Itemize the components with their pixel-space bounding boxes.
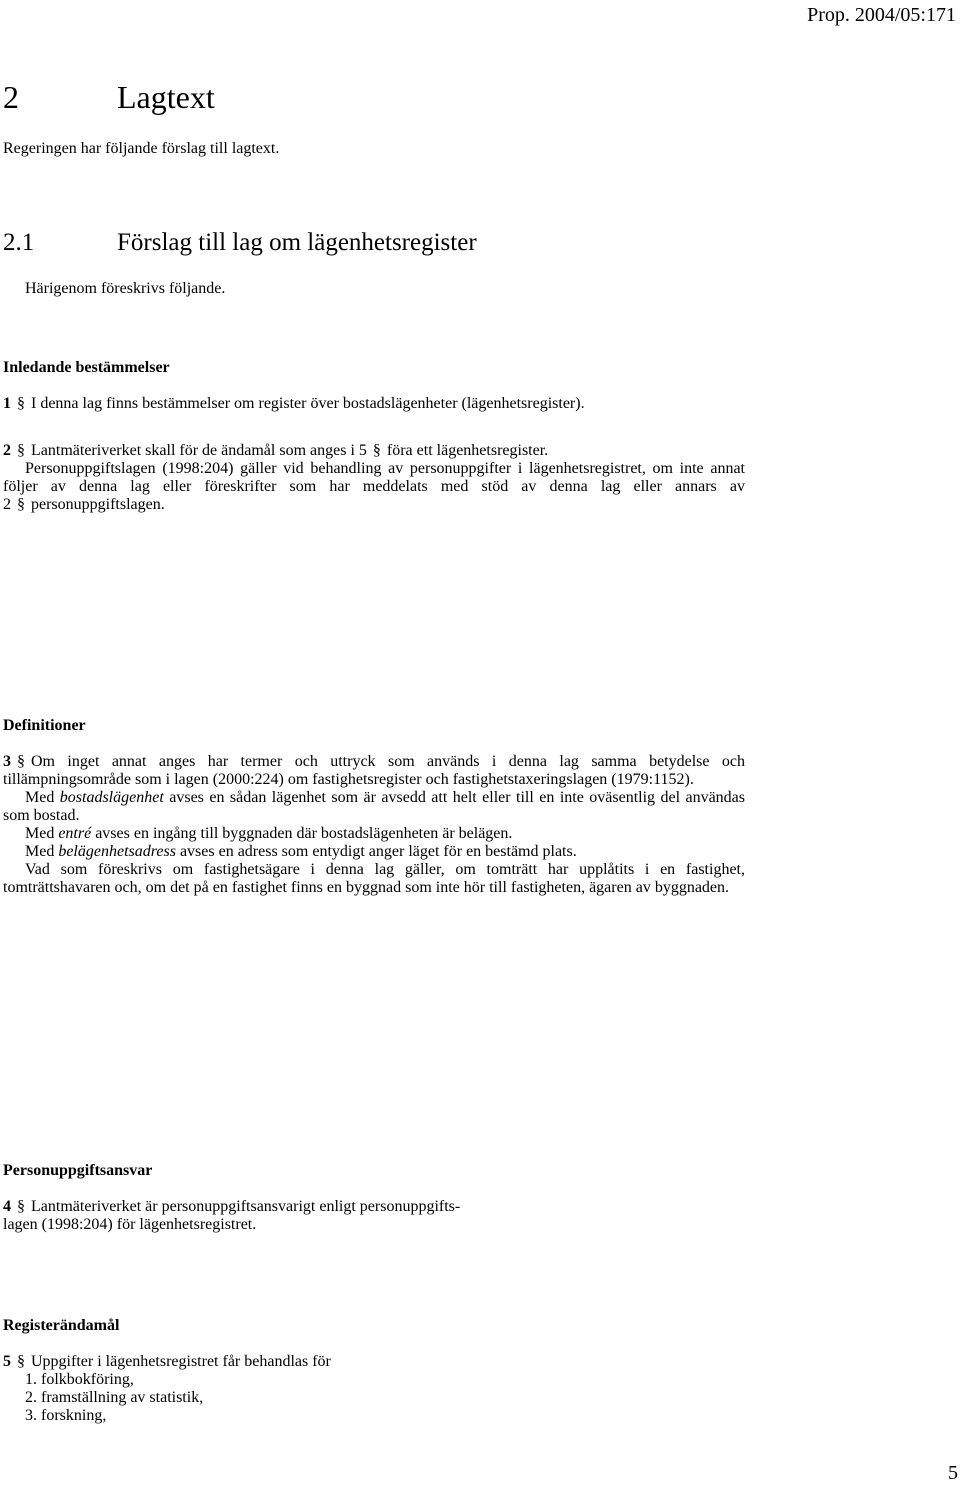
part-inledande bbox=[3, 359, 745, 514]
paragraph-1 bbox=[3, 395, 745, 413]
part-heading: Inledande bestämmelser bbox=[3, 359, 170, 376]
definition-belagenhetsadress bbox=[3, 843, 745, 861]
part-personuppgiftsansvar bbox=[3, 1162, 745, 1234]
paragraph-text: Lantmäteriverket skall för de ändamål som anges i 5 bbox=[31, 442, 367, 459]
intro-text: Regeringen har följande förslag till lagtext. bbox=[3, 140, 280, 157]
section-heading bbox=[3, 228, 477, 258]
section-sign: § bbox=[17, 395, 25, 412]
section-sign: § bbox=[17, 1353, 25, 1370]
list-item: 1. folkbokföring, bbox=[25, 1371, 134, 1388]
section-title: Förslag till lag om lägenhetsregister bbox=[117, 229, 477, 256]
enactment-clause: Härigenom föreskrivs följande. bbox=[25, 280, 226, 297]
paragraph-3-last: Vad som föreskrivs om fastighetsägare i denna lag gäller, om tomträtt har upplåtits i en fastighet, tomträttshavaren och, om det på en fastighet finns en byggnad som inte hör till fastigheten, ägaren av byggnaden. bbox=[3, 861, 745, 896]
definition-bostadslagenhet bbox=[3, 789, 745, 825]
definition-text: avses en adress som entydigt anger läget för en bestämd plats. bbox=[179, 843, 577, 860]
definition-lead: Med bbox=[25, 825, 55, 842]
purpose-list bbox=[3, 1371, 745, 1425]
section-sign: § bbox=[17, 442, 25, 459]
section-sign: § bbox=[372, 442, 381, 459]
part-registerandamal bbox=[3, 1317, 745, 1425]
list-item: 2. framställning av statistik, bbox=[25, 1389, 204, 1406]
paragraph-3 bbox=[3, 753, 745, 789]
defined-term: bostadslägenhet bbox=[59, 789, 164, 806]
paragraph-number: 1 bbox=[3, 395, 11, 412]
list-item: 3. forskning, bbox=[25, 1407, 107, 1424]
document-reference: Prop. 2004/05:171 bbox=[807, 4, 956, 26]
paragraph-text: föra ett lägenhetsregister. bbox=[386, 442, 549, 459]
part-definitioner bbox=[3, 717, 745, 897]
paragraph-text: lagen (1998:204) för lägenhetsregistret. bbox=[3, 1216, 257, 1233]
paragraph-2-continued bbox=[3, 460, 745, 514]
paragraph-text: Personuppgiftslagen (1998:204) gäller vid behandling av personuppgifter i lägenhetsregistret, om inte annat följer av denna lag eller föreskrifter som har meddelats med stöd av denna lag eller annars av 2 bbox=[3, 460, 745, 513]
definition-text: avses en ingång till byggnaden där bostadslägenheten är belägen. bbox=[95, 825, 513, 842]
part-heading: Definitioner bbox=[3, 717, 86, 734]
defined-term: belägenhetsadress bbox=[58, 843, 176, 860]
section-sign: § bbox=[17, 1198, 25, 1215]
paragraph-4 bbox=[3, 1198, 745, 1234]
paragraph-number: 4 bbox=[3, 1198, 11, 1215]
paragraph-number: 2 bbox=[3, 442, 11, 459]
chapter-heading bbox=[3, 78, 215, 116]
page-number: 5 bbox=[948, 1462, 958, 1484]
chapter-number: 2 bbox=[3, 79, 19, 115]
paragraph-text: Om inget annat anges har termer och uttryck som används i denna lag samma betydelse och tillämpningsområde som i lagen (2000:224) om fastighetsregister och fastighetstaxeringslagen (1979:1152). bbox=[3, 753, 745, 788]
definition-entre bbox=[3, 825, 745, 843]
defined-term: entré bbox=[58, 825, 92, 842]
paragraph-2 bbox=[3, 442, 745, 460]
chapter-title: Lagtext bbox=[117, 79, 215, 115]
paragraph-text: personuppgiftslagen. bbox=[31, 496, 165, 513]
definition-lead: Med bbox=[25, 843, 55, 860]
section-sign: § bbox=[17, 496, 25, 513]
section-number: 2.1 bbox=[3, 229, 35, 256]
section-sign: § bbox=[17, 753, 25, 770]
paragraph-number: 5 bbox=[3, 1353, 11, 1370]
part-heading: Registerändamål bbox=[3, 1317, 120, 1334]
definition-lead: Med bbox=[25, 789, 55, 806]
part-heading: Personuppgiftsansvar bbox=[3, 1162, 153, 1179]
paragraph-5 bbox=[3, 1353, 745, 1371]
paragraph-text: Lantmäteriverket är personuppgiftsansvarigt enligt personuppgifts- bbox=[31, 1198, 461, 1215]
paragraph-number: 3 bbox=[3, 753, 11, 770]
paragraph-text: Uppgifter i lägenhetsregistret får behandlas för bbox=[31, 1353, 331, 1370]
definition-text: avses en sådan lägenhet som är avsedd att helt eller till en inte oväsentlig del användas som bostad. bbox=[3, 789, 746, 824]
paragraph-text: I denna lag finns bestämmelser om register över bostadslägenheter (lägenhetsregister). bbox=[31, 395, 585, 412]
